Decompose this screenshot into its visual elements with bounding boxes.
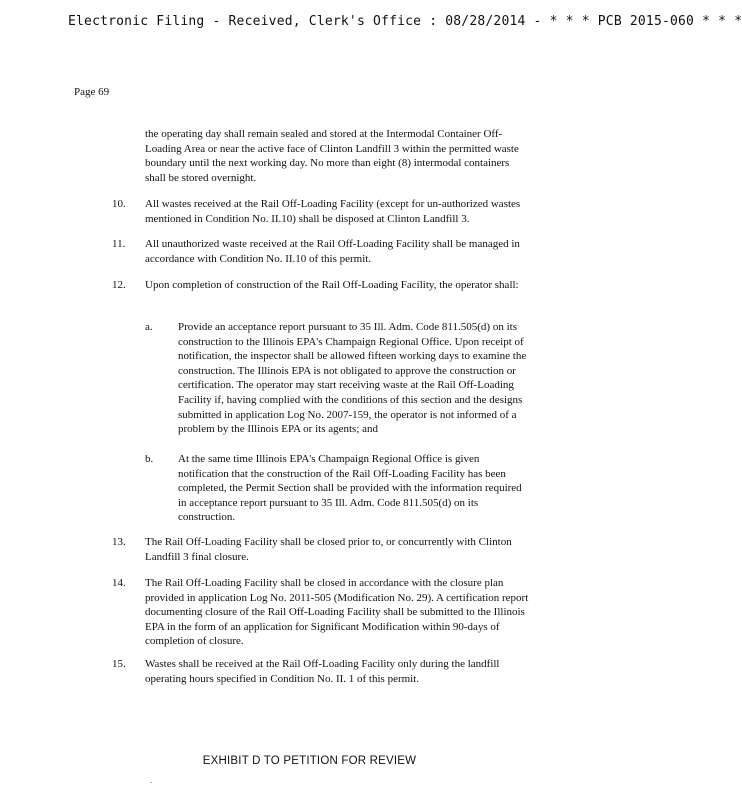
- footer-mark: .: [150, 776, 153, 785]
- page-number: Page 69: [74, 86, 110, 98]
- subitem-label: b.: [145, 453, 154, 465]
- exhibit-footer: EXHIBIT D TO PETITION FOR REVIEW: [202, 755, 417, 767]
- item-text: All unauthorized waste received at the Rail Off-Loading Facility shall be managed in accordance with Condition No. II.10 of this permit.: [145, 238, 520, 265]
- item-text: The Rail Off-Loading Facility shall be closed in accordance with the closure plan provided in application Log No. 2011-505 (Modification No. 29). A certification report documenting closure of the Rail Off-Loading Facility shall be submitted to the Illinois EPA in the form of an application for Significant Modification within 90-days of completion of closure.: [145, 577, 529, 648]
- item-text: Upon completion of construction of the Rail Off-Loading Facility, the operator shall:: [145, 279, 519, 291]
- item-number: 13.: [112, 536, 126, 548]
- item-number: 14.: [112, 577, 126, 589]
- electronic-filing-header: Electronic Filing - Received, Clerk's Office : 08/28/2014 - * * * PCB 2015-060 * * *: [68, 14, 742, 29]
- item-text: The Rail Off-Loading Facility shall be closed prior to, or concurrently with Clinton Landfill 3 final closure.: [145, 536, 512, 563]
- item-text: Wastes shall be received at the Rail Off-Loading Facility only during the landfill operating hours specified in Condition No. II. 1 of this permit.: [145, 658, 500, 685]
- subitem-text: Provide an acceptance report pursuant to 35 Ill. Adm. Code 811.505(d) on its construction to the Illinois EPA's Champaign Regional Office. Upon receipt of notification, the inspector shall be allowed fifteen working days to examine the construction. The Illinois EPA is not obligated to approve the construction or certification. The operator may start receiving waste at the Rail Off-Loading Facility if, having complied with the conditions of this section and the designs submitted in application Log No. 2007-159, the operator is not informed of a problem by the Illinois EPA or its agents; and: [178, 321, 527, 436]
- subitem-text: At the same time Illinois EPA's Champaign Regional Office is given notification that the construction of the Rail Off-Loading Facility has been completed, the Permit Section shall be provided with the information required in acceptance report pursuant to 35 Ill. Adm. Code 811.505(d) on its construction.: [178, 453, 522, 524]
- item-number: 12.: [112, 279, 126, 291]
- item-text: All wastes received at the Rail Off-Loading Facility (except for un-authorized wastes mentioned in Condition No. II.10) shall be disposed at Clinton Landfill 3.: [145, 198, 521, 225]
- continuation-paragraph: the operating day shall remain sealed and stored at the Intermodal Container Off-Loading Area or near the active face of Clinton Landfill 3 within the permitted waste boundary until the next working day. No more than eight (8) intermodal containers shall be stored overnight.: [145, 128, 519, 184]
- item-number: 11.: [112, 238, 126, 250]
- item-number: 10.: [112, 198, 126, 210]
- subitem-label: a.: [145, 321, 153, 333]
- item-number: 15.: [112, 658, 126, 670]
